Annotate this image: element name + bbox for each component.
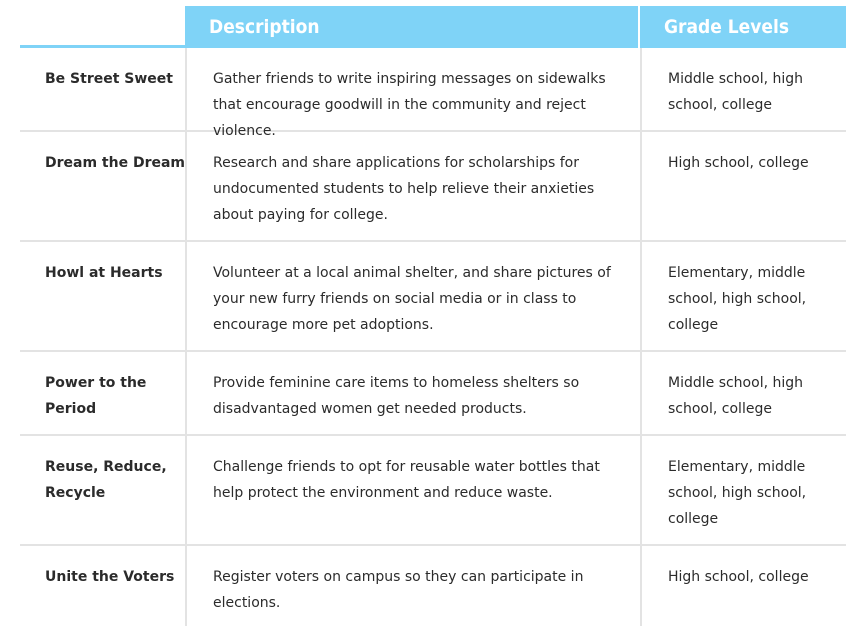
project-name: Power to the Period — [45, 375, 147, 417]
header-grade-levels: Grade Levels — [640, 6, 846, 48]
project-name: Be Street Sweet — [45, 71, 173, 87]
project-grade-levels: Elementary, middle school, high school, college — [640, 242, 846, 350]
projects-table — [20, 6, 846, 626]
table-row — [20, 436, 846, 546]
project-description: Register voters on campus so they can participate in elections. — [185, 546, 640, 626]
table-header — [20, 6, 846, 48]
project-description: Provide feminine care items to homeless shelters so disadvantaged women get needed products. — [185, 352, 640, 434]
project-name: Reuse, Reduce, Recycle — [45, 459, 167, 501]
header-description: Description — [185, 6, 638, 48]
project-description: Volunteer at a local animal shelter, and share pictures of your new furry friends on social media or in class to encourage more pet adoptions. — [185, 242, 640, 350]
project-grade-levels: Middle school, high school, college — [640, 48, 846, 130]
table-row — [20, 132, 846, 242]
table-row — [20, 546, 846, 626]
table-row — [20, 48, 846, 139]
project-grade-levels: Elementary, middle school, high school, college — [640, 436, 846, 544]
table-row — [20, 242, 846, 352]
project-grade-levels: Middle school, high school, college — [640, 352, 846, 434]
project-name: Howl at Hearts — [45, 265, 163, 281]
project-description: Challenge friends to opt for reusable water bottles that help protect the environment and reduce waste. — [185, 436, 640, 544]
table-row — [20, 352, 846, 436]
header-spacer — [20, 6, 185, 48]
project-grade-levels: High school, college — [640, 546, 846, 626]
project-description: Gather friends to write inspiring messages on sidewalks that encourage goodwill in the community and reject violence. — [185, 48, 640, 130]
project-description: Research and share applications for scholarships for undocumented students to help relieve their anxieties about paying for college. — [185, 132, 640, 240]
project-name: Unite the Voters — [45, 569, 175, 585]
project-grade-levels: High school, college — [640, 132, 846, 240]
project-name: Dream the Dream — [45, 155, 186, 171]
